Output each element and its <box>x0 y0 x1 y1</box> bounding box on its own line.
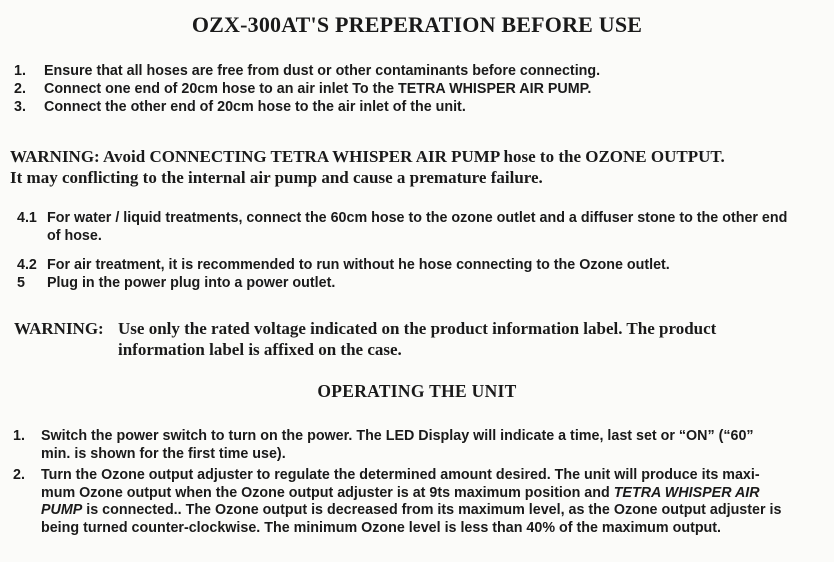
step-number: 4.2 <box>17 257 37 273</box>
prep-step-1 <box>14 63 600 81</box>
warning-voltage <box>14 318 716 360</box>
step-number: 1. <box>13 428 25 444</box>
warning-air-pump <box>10 146 725 188</box>
step-text: min. is shown for the first time use). <box>41 445 286 462</box>
step-text: Connect one end of 20cm hose to an air inlet To the TETRA WHISPER AIR PUMP. <box>44 81 592 97</box>
product-name: TETRA WHISPER AIR <box>613 484 760 501</box>
warning-line: Use only the rated voltage indicated on the product information label. The product <box>118 319 717 338</box>
document-title: OZX-300AT'S PREPERATION BEFORE USE <box>191 12 643 37</box>
step-text: For water / liquid treatments, connect the 60cm hose to the ozone outlet and a diffuser stone to the other end <box>47 210 788 226</box>
step-number: 1. <box>14 63 26 79</box>
step-number: 4.1 <box>17 210 37 226</box>
warning-line: WARNING: Avoid CONNECTING TETRA WHISPER AIR PUMP hose to the OZONE OUTPUT. <box>10 147 725 166</box>
step-number: 2. <box>13 467 25 483</box>
step-number: 3. <box>14 99 26 115</box>
section-title: OPERATING THE UNIT <box>317 381 517 401</box>
warning-line: It may conflicting to the internal air pump and cause a premature failure. <box>10 168 543 187</box>
operate-step-1 <box>13 428 754 463</box>
warning-line: information label is affixed on the case. <box>118 340 402 359</box>
operate-step-2 <box>13 467 781 537</box>
step-text: of hose. <box>47 227 102 244</box>
step-text: Switch the power switch to turn on the power. The LED Display will indicate a time, last set or “ON” (“60” <box>41 428 754 444</box>
step-text: mum Ozone output when the Ozone output adjuster is at 9ts maximum position and <box>41 484 614 501</box>
step-text: Ensure that all hoses are free from dust or other contaminants before connecting. <box>44 63 601 79</box>
product-name: PUMP <box>41 502 83 518</box>
treat-step-5 <box>17 275 335 293</box>
prep-step-3 <box>14 99 466 117</box>
step-text: being turned counter-clockwise. The minimum Ozone level is less than 40% of the maximum output. <box>41 519 722 536</box>
step-text: Plug in the power plug into a power outlet. <box>47 275 336 291</box>
step-text: is connected.. The Ozone output is decreased from its maximum level, as the Ozone output adjuster is <box>82 502 782 518</box>
prep-step-2 <box>14 81 591 99</box>
treat-step-4-2 <box>17 257 670 275</box>
warning-label: WARNING: <box>14 319 104 338</box>
step-number: 5 <box>17 275 25 291</box>
treat-step-4-1 <box>17 210 787 245</box>
step-text: Turn the Ozone output adjuster to regulate the determined amount desired. The unit will produce its maxi- <box>41 467 760 483</box>
step-text: For air treatment, it is recommended to run without he hose connecting to the Ozone outlet. <box>47 257 670 273</box>
step-number: 2. <box>14 81 26 97</box>
step-text: Connect the other end of 20cm hose to the air inlet of the unit. <box>44 99 466 115</box>
